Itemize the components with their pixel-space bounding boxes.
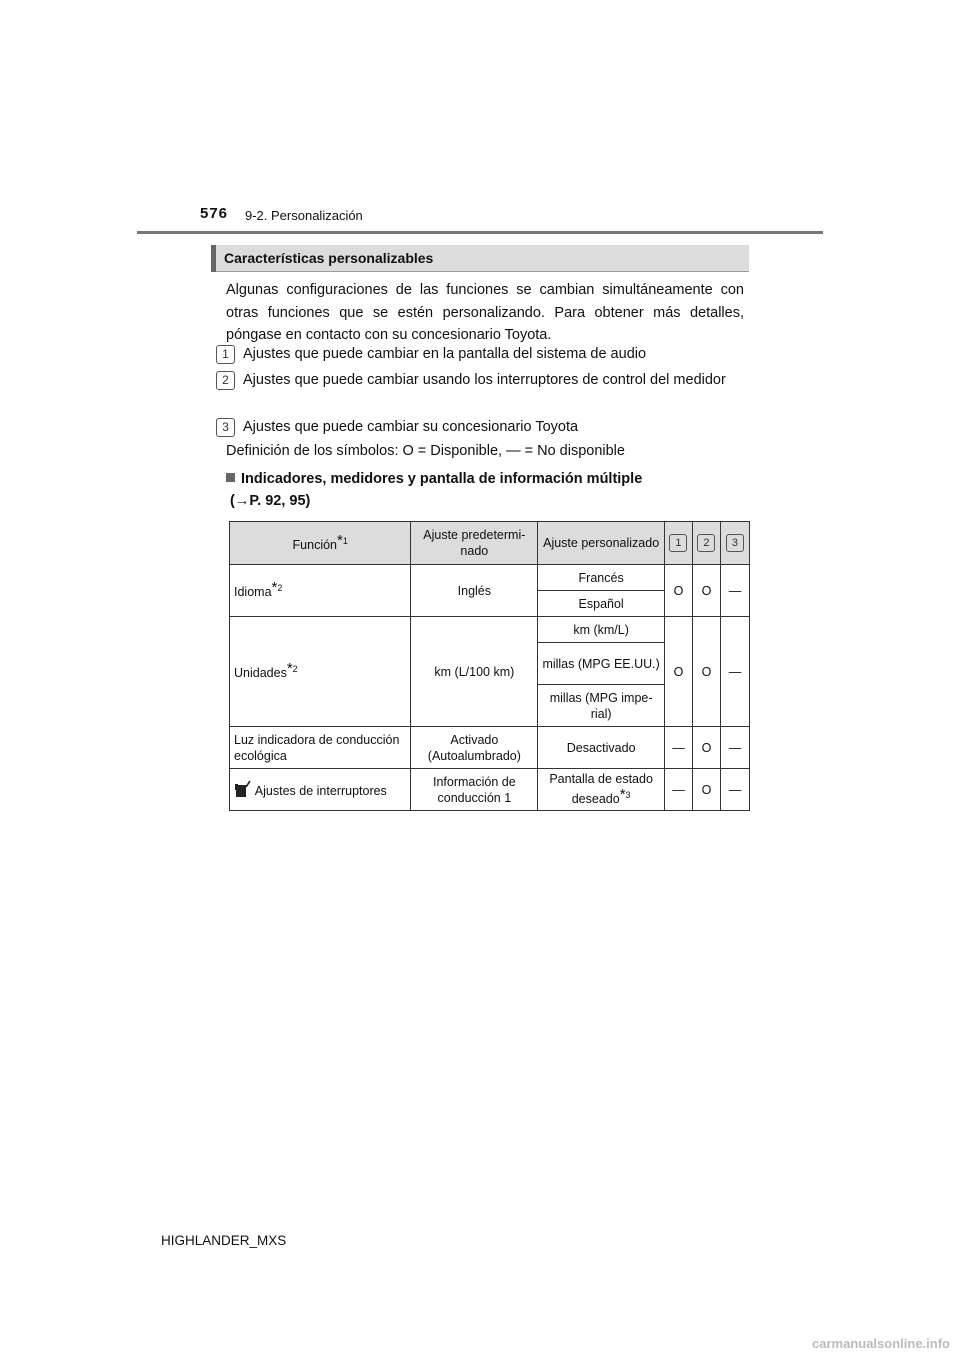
intro-paragraph: Algunas configuraciones de las funciones se cambian simultáneamente con otras funciones que se estén personalizando. Para obtener más detalles, póngase en contacto con su concesionario Toyota.: [226, 282, 744, 343]
section-header: 9-2. Personalización: [245, 208, 363, 223]
row-idioma-opt1: Francés: [538, 565, 665, 591]
section-accent: [211, 245, 216, 272]
number-badge-1: 1: [216, 345, 235, 364]
list-item-text: Ajustes que puede cambiar en la pantalla del sistema de audio: [243, 346, 647, 362]
header-function: Función*$^1$: [230, 522, 411, 565]
row-ajustes-name: Ajustes de interruptores: [230, 769, 411, 811]
row-idioma-default: Inglés: [411, 565, 538, 617]
table-row: [230, 617, 750, 643]
row-ajustes-c1: —: [665, 769, 693, 811]
table-row: [230, 769, 750, 811]
row-idioma-c3: —: [720, 565, 749, 617]
header-custom: Ajuste personalizado: [538, 522, 665, 565]
row-idioma-opt2: Español: [538, 591, 665, 617]
row-ajustes-custom: Pantalla de estado deseado*$^3$: [538, 769, 665, 811]
row-ajustes-c2: O: [692, 769, 720, 811]
row-idioma-name: Idioma*$^2$: [230, 565, 411, 617]
table-header-row: [230, 522, 750, 565]
row-unidades-c1: O: [665, 617, 693, 727]
row-luz-name: Luz indicadora de conducción ecológica: [230, 727, 411, 769]
table-row: [230, 727, 750, 769]
section-title: Características personalizables: [224, 250, 434, 266]
subsection-heading: [226, 468, 642, 512]
header-default: Ajuste predeterminado: [411, 522, 538, 565]
list-item-text: Ajustes que puede cambiar usando los interruptores de control del medidor: [243, 372, 726, 388]
subsection-ref: (→P. 92, 95): [230, 493, 311, 509]
row-luz-custom: Desactivado: [538, 727, 665, 769]
row-unidades-name: Unidades*$^2$: [230, 617, 411, 727]
number-badge-2: 2: [216, 371, 235, 390]
list-item-text: Ajustes que puede cambiar su concesionario Toyota: [243, 419, 579, 435]
watermark: carmanualsonline.info: [812, 1336, 950, 1351]
row-unidades-opt3: millas (MPG imperial): [538, 685, 665, 727]
row-unidades-default: km (L/100 km): [411, 617, 538, 727]
row-unidades-c2: O: [692, 617, 720, 727]
table-row: [230, 565, 750, 591]
header-col-1: 1: [665, 522, 693, 565]
row-unidades-opt2: millas (MPG EE.UU.): [538, 643, 665, 685]
footer-model: HIGHLANDER_MXS: [161, 1233, 287, 1248]
row-luz-c2: O: [692, 727, 720, 769]
symbols-definition: Definición de los símbolos: O = Disponible, — = No disponible: [226, 443, 625, 459]
header-col-2: 2: [692, 522, 720, 565]
page-number: 576: [200, 205, 229, 222]
row-idioma-c1: O: [665, 565, 693, 617]
header-col-3: 3: [720, 522, 749, 565]
subsection-title: Indicadores, medidores y pantalla de información múltiple: [241, 471, 643, 487]
row-ajustes-c3: —: [720, 769, 749, 811]
row-luz-c1: —: [665, 727, 693, 769]
switch-settings-icon: [234, 780, 252, 798]
row-luz-default: Activado (Autoalumbrado): [411, 727, 538, 769]
row-luz-c3: —: [720, 727, 749, 769]
square-bullet-icon: [226, 473, 235, 482]
number-badge-3: 3: [216, 418, 235, 437]
row-unidades-opt1: km (km/L): [538, 617, 665, 643]
row-idioma-c2: O: [692, 565, 720, 617]
row-unidades-c3: —: [720, 617, 749, 727]
features-table: [229, 521, 750, 811]
header-divider: [137, 231, 823, 234]
row-ajustes-default: Información de conducción 1: [411, 769, 538, 811]
section-title-bar: [211, 245, 749, 272]
